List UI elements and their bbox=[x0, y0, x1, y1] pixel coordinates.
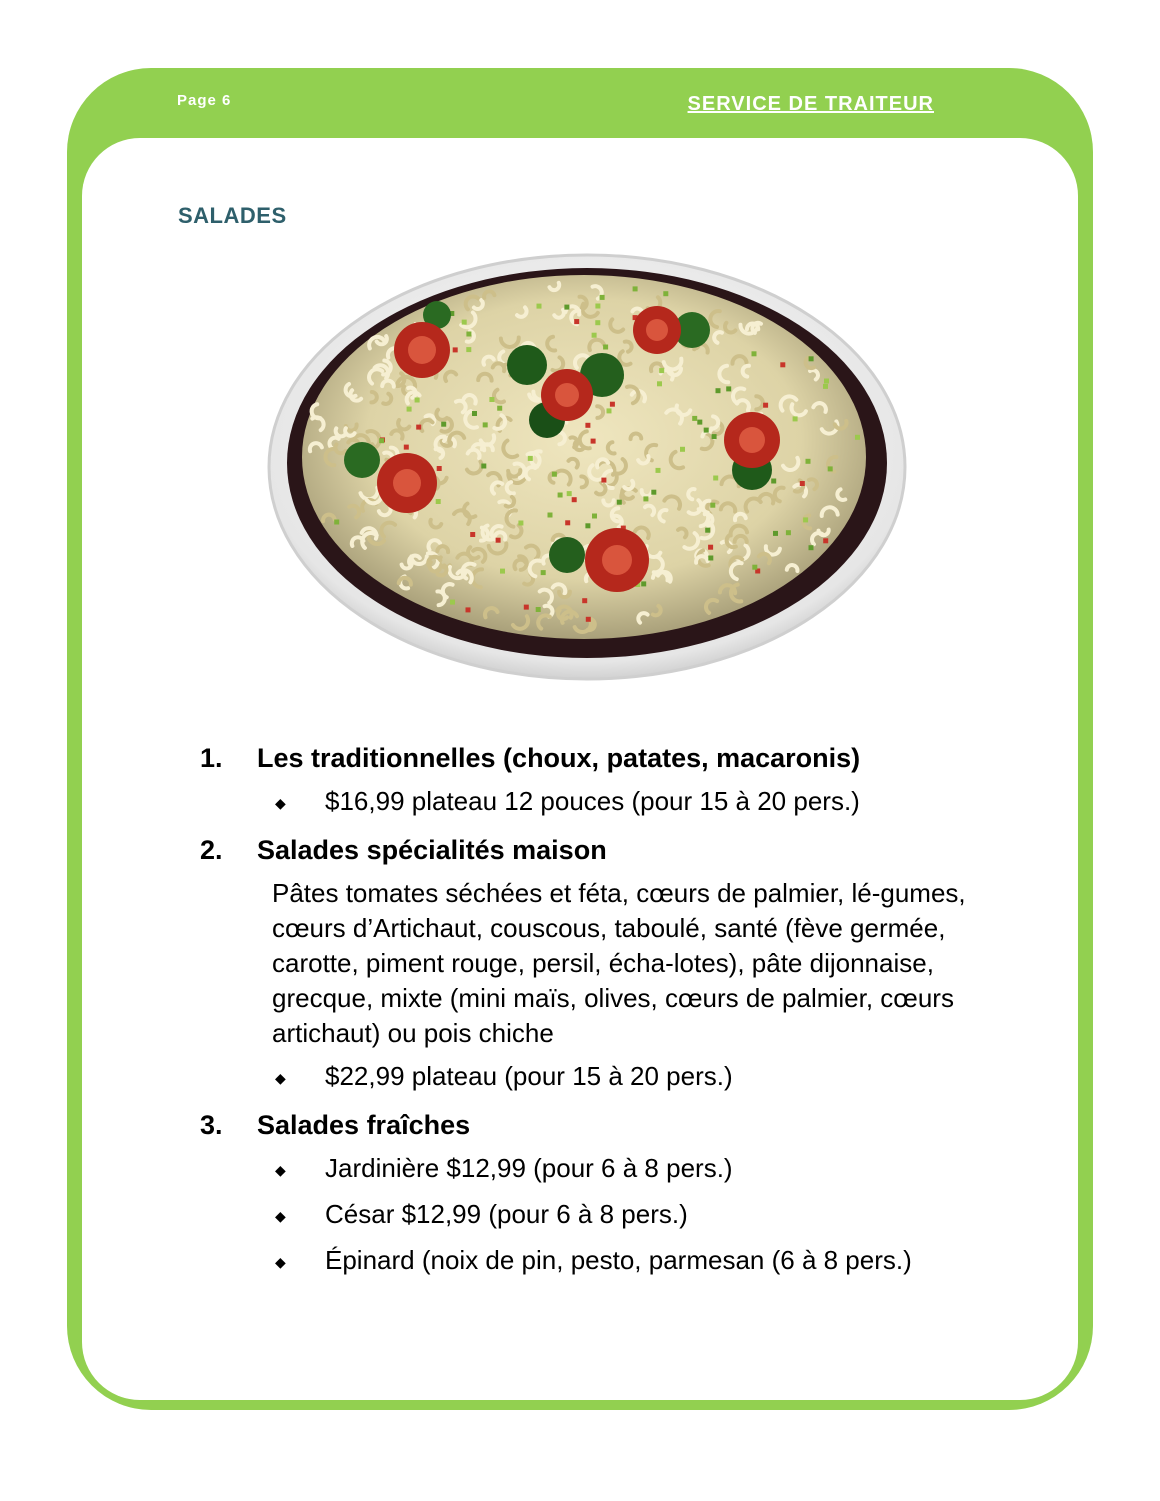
item-description: Pâtes tomates séchées et féta, cœurs de palmier, lé-gumes, cœurs d’Artichaut, couscous, taboulé, santé (fève germée, carotte, piment rouge, persil, écha-lotes), pâte dijonnaise, grecque, mixte (mini maïs, olives, cœurs de palmier, cœurs artichaut) ou pois chiche bbox=[272, 878, 966, 1048]
diamond-bullet-icon: ◆ bbox=[275, 1162, 286, 1178]
price-text: César $12,99 (pour 6 à 8 pers.) bbox=[325, 1199, 688, 1229]
price-text: Épinard (noix de pin, pesto, parmesan (6 à 8 pers.) bbox=[325, 1245, 912, 1275]
pasta-salad-photo bbox=[262, 245, 912, 685]
salad-menu bbox=[200, 740, 1000, 1291]
diamond-bullet-icon: ◆ bbox=[275, 1208, 286, 1224]
page-number: Page 6 bbox=[177, 92, 232, 109]
diamond-bullet-icon: ◆ bbox=[275, 1070, 286, 1086]
price-bullet bbox=[200, 1151, 1000, 1189]
menu-item-1 bbox=[200, 740, 1000, 822]
item-number: 2. bbox=[200, 835, 223, 865]
item-title: Salades spécialités maison bbox=[257, 835, 607, 865]
price-text: $22,99 plateau (pour 15 à 20 pers.) bbox=[325, 1061, 733, 1091]
header-title: SERVICE DE TRAITEUR bbox=[687, 93, 934, 115]
item-title: Salades fraîches bbox=[257, 1110, 471, 1140]
section-title: SALADES bbox=[178, 203, 287, 228]
price-text: Jardinière $12,99 (pour 6 à 8 pers.) bbox=[325, 1153, 733, 1183]
item-number: 1. bbox=[200, 743, 223, 773]
price-bullet bbox=[200, 1059, 1000, 1097]
diamond-bullet-icon: ◆ bbox=[275, 795, 286, 811]
menu-item-2 bbox=[200, 832, 1000, 1097]
price-bullet bbox=[200, 784, 1000, 822]
menu-item-3 bbox=[200, 1107, 1000, 1281]
item-title: Les traditionnelles (choux, patates, macaronis) bbox=[257, 743, 861, 773]
item-number: 3. bbox=[200, 1110, 223, 1140]
price-bullet bbox=[200, 1197, 1000, 1235]
price-bullet bbox=[200, 1243, 1000, 1281]
price-text: $16,99 plateau 12 pouces (pour 15 à 20 pers.) bbox=[325, 786, 860, 816]
diamond-bullet-icon: ◆ bbox=[275, 1254, 286, 1270]
